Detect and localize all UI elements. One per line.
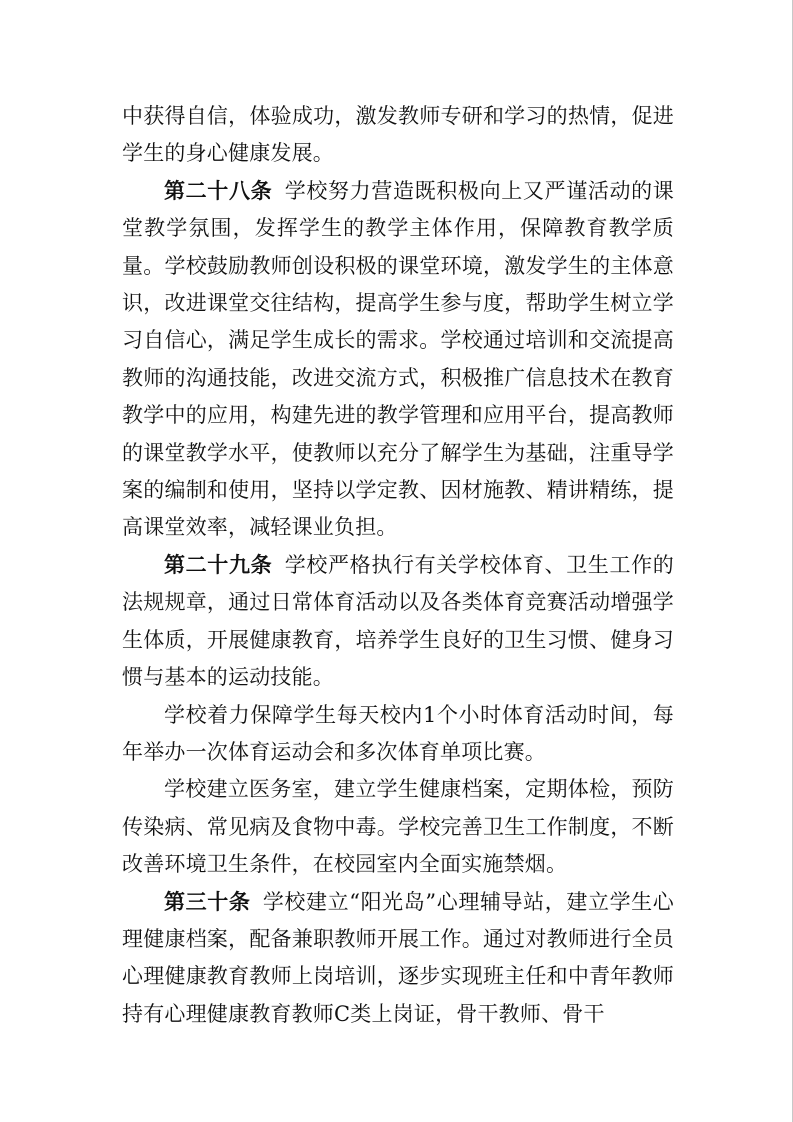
paragraph-text: 学校建立“阳光岛”心理辅导站，建立学生心理健康档案，配备兼职教师开展工作。通过对教师进行全员心理健康教育教师上岗培训，逐步实现班主任和中青年教师持有心理健康教育教师C类上岗证，骨干教师、骨干 bbox=[122, 889, 674, 1026]
paragraph-text: 学校努力营造既积极向上又严谨活动的课堂教学氛围，发挥学生的教学主体作用，保障教育教学质量。学校鼓励教师创设积极的课堂环境，激发学生的主体意识，改进课堂交往结构，提高学生参与度，帮助学生树立学习自信心，满足学生成长的需求。学校通过培训和交流提高教师的沟通技能，改进交流方式，积极推广信息技术在教育教学中的应用，构建先进的教学管理和应用平台，提高教师的课堂教学水平，使教师以充分了解学生为基础，注重导学案的编制和使用，坚持以学定教、因材施教、精讲精练，提高课堂效率，减轻课业负担。 bbox=[122, 178, 674, 540]
sports-time-paragraph bbox=[122, 697, 674, 772]
paragraph-text: 中获得自信，体验成功，激发教师专研和学习的热情，促进学生的身心健康发展。 bbox=[122, 104, 674, 166]
article-heading: 第二十八条 bbox=[164, 178, 273, 203]
article-heading: 第三十条 bbox=[164, 889, 251, 914]
article-30-paragraph bbox=[122, 884, 674, 1034]
document-body bbox=[122, 98, 674, 1033]
paragraph-text: 学校严格执行有关学校体育、卫生工作的法规规章，通过日常体育活动以及各类体育竞赛活动增强学生体质，开展健康教育，培养学生良好的卫生习惯、健身习惯与基本的运动技能。 bbox=[122, 552, 674, 690]
article-28-paragraph bbox=[122, 173, 674, 547]
article-heading: 第二十九条 bbox=[164, 552, 273, 577]
article-29-paragraph bbox=[122, 547, 674, 697]
paragraph-continuation bbox=[122, 98, 674, 173]
paragraph-text: 学校建立医务室，建立学生健康档案，定期体检，预防传染病、常见病及食物中毒。学校完善卫生工作制度，不断改善环境卫生条件，在校园室内全面实施禁烟。 bbox=[122, 777, 674, 877]
paragraph-text: 学校着力保障学生每天校内1个小时体育活动时间，每年举办一次体育运动会和多次体育单项比赛。 bbox=[122, 702, 674, 764]
health-room-paragraph bbox=[122, 771, 674, 883]
